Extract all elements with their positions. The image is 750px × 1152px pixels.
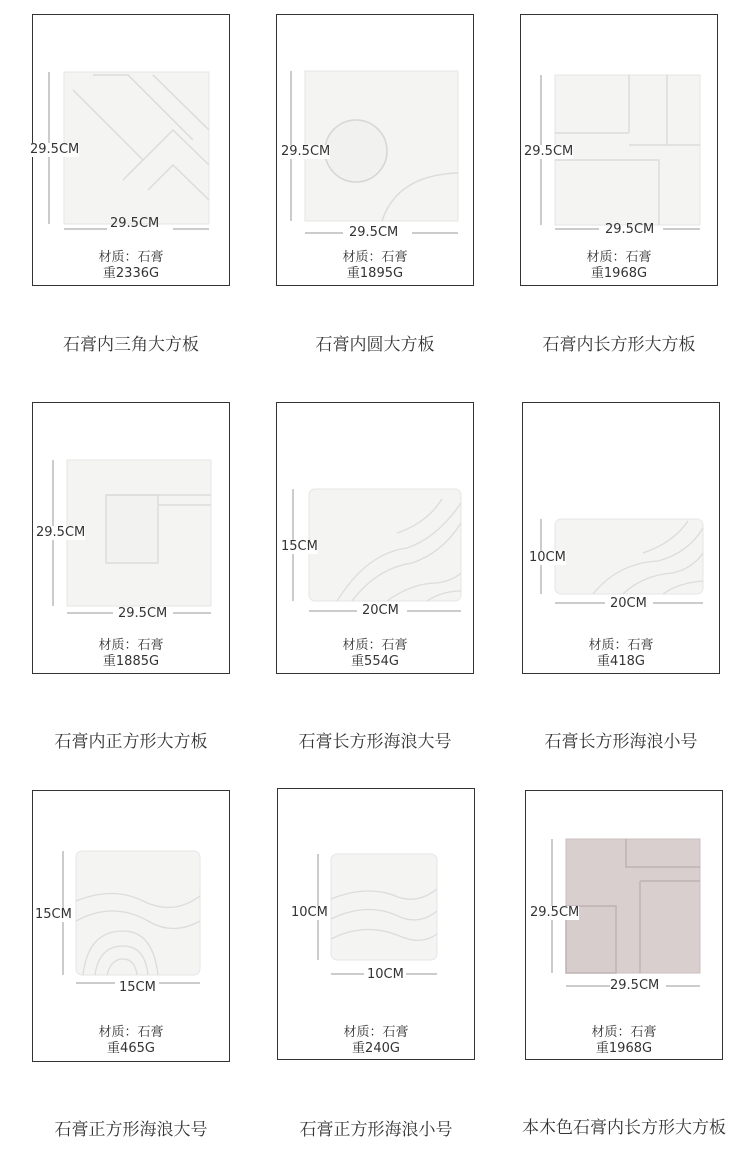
weight-text: 重465G xyxy=(107,1041,155,1056)
weight-text: 重1895G xyxy=(346,266,404,281)
width-label: 20CM xyxy=(610,596,647,611)
product-card-5[interactable] xyxy=(276,402,474,674)
material-text: 材质：石膏 xyxy=(342,638,408,653)
product-name-9: 本木色石膏内长方形大方板 xyxy=(522,1118,726,1138)
height-label: 15CM xyxy=(35,907,72,922)
material-text: 材质：石膏 xyxy=(98,638,164,653)
product-name-1: 石膏内三角大方板 xyxy=(63,335,199,355)
product-image-wave-square-large xyxy=(33,791,229,1061)
material-text: 材质：石膏 xyxy=(591,1025,657,1040)
product-image-wave-square-small xyxy=(278,789,474,1059)
weight-text: 重1968G xyxy=(590,266,648,281)
width-label: 29.5CM xyxy=(118,606,168,621)
product-card-7[interactable] xyxy=(32,790,230,1062)
weight-text: 重1885G xyxy=(102,654,160,669)
material-text: 材质：石膏 xyxy=(98,1025,164,1040)
width-label: 20CM xyxy=(362,603,399,618)
product-name-2: 石膏内圆大方板 xyxy=(315,335,435,355)
product-name-8: 石膏正方形海浪小号 xyxy=(299,1120,453,1140)
material-text: 材质：石膏 xyxy=(588,638,654,653)
product-card-1[interactable] xyxy=(32,14,230,286)
width-label: 29.5CM xyxy=(349,225,399,240)
height-label: 15CM xyxy=(281,539,318,554)
product-card-6[interactable] xyxy=(522,402,720,674)
height-label: 29.5CM xyxy=(524,144,574,159)
material-text: 材质：石膏 xyxy=(586,250,652,265)
product-name-3: 石膏内长方形大方板 xyxy=(542,335,696,355)
width-label: 29.5CM xyxy=(605,222,655,237)
weight-text: 重2336G xyxy=(102,266,160,281)
height-label: 29.5CM xyxy=(530,905,580,920)
product-card-8[interactable] xyxy=(277,788,475,1060)
height-label: 10CM xyxy=(291,905,328,920)
height-label: 10CM xyxy=(529,550,566,565)
width-label: 29.5CM xyxy=(110,216,160,231)
material-text: 材质：石膏 xyxy=(342,250,408,265)
height-label: 29.5CM xyxy=(30,142,80,157)
width-label: 29.5CM xyxy=(610,978,660,993)
width-label: 15CM xyxy=(119,980,156,995)
product-image-wave-rect-large xyxy=(277,403,473,673)
product-name-4: 石膏内正方形大方板 xyxy=(54,732,208,752)
product-card-4[interactable] xyxy=(32,402,230,674)
product-card-2[interactable] xyxy=(276,14,474,286)
product-card-9[interactable] xyxy=(525,790,723,1060)
product-card-3[interactable] xyxy=(520,14,718,286)
weight-text: 重240G xyxy=(352,1041,400,1056)
material-text: 材质：石膏 xyxy=(98,250,164,265)
width-label: 10CM xyxy=(367,967,404,982)
product-image-wave-rect-small xyxy=(523,403,719,673)
height-label: 29.5CM xyxy=(36,525,86,540)
product-name-6: 石膏长方形海浪小号 xyxy=(544,732,698,752)
product-name-7: 石膏正方形海浪大号 xyxy=(54,1120,208,1140)
height-label: 29.5CM xyxy=(281,144,331,159)
material-text: 材质：石膏 xyxy=(343,1025,409,1040)
product-image-wood-rectangle-panel xyxy=(526,791,722,1059)
product-name-5: 石膏长方形海浪大号 xyxy=(298,732,452,752)
weight-text: 重1968G xyxy=(595,1041,653,1056)
weight-text: 重554G xyxy=(351,654,399,669)
weight-text: 重418G xyxy=(597,654,645,669)
